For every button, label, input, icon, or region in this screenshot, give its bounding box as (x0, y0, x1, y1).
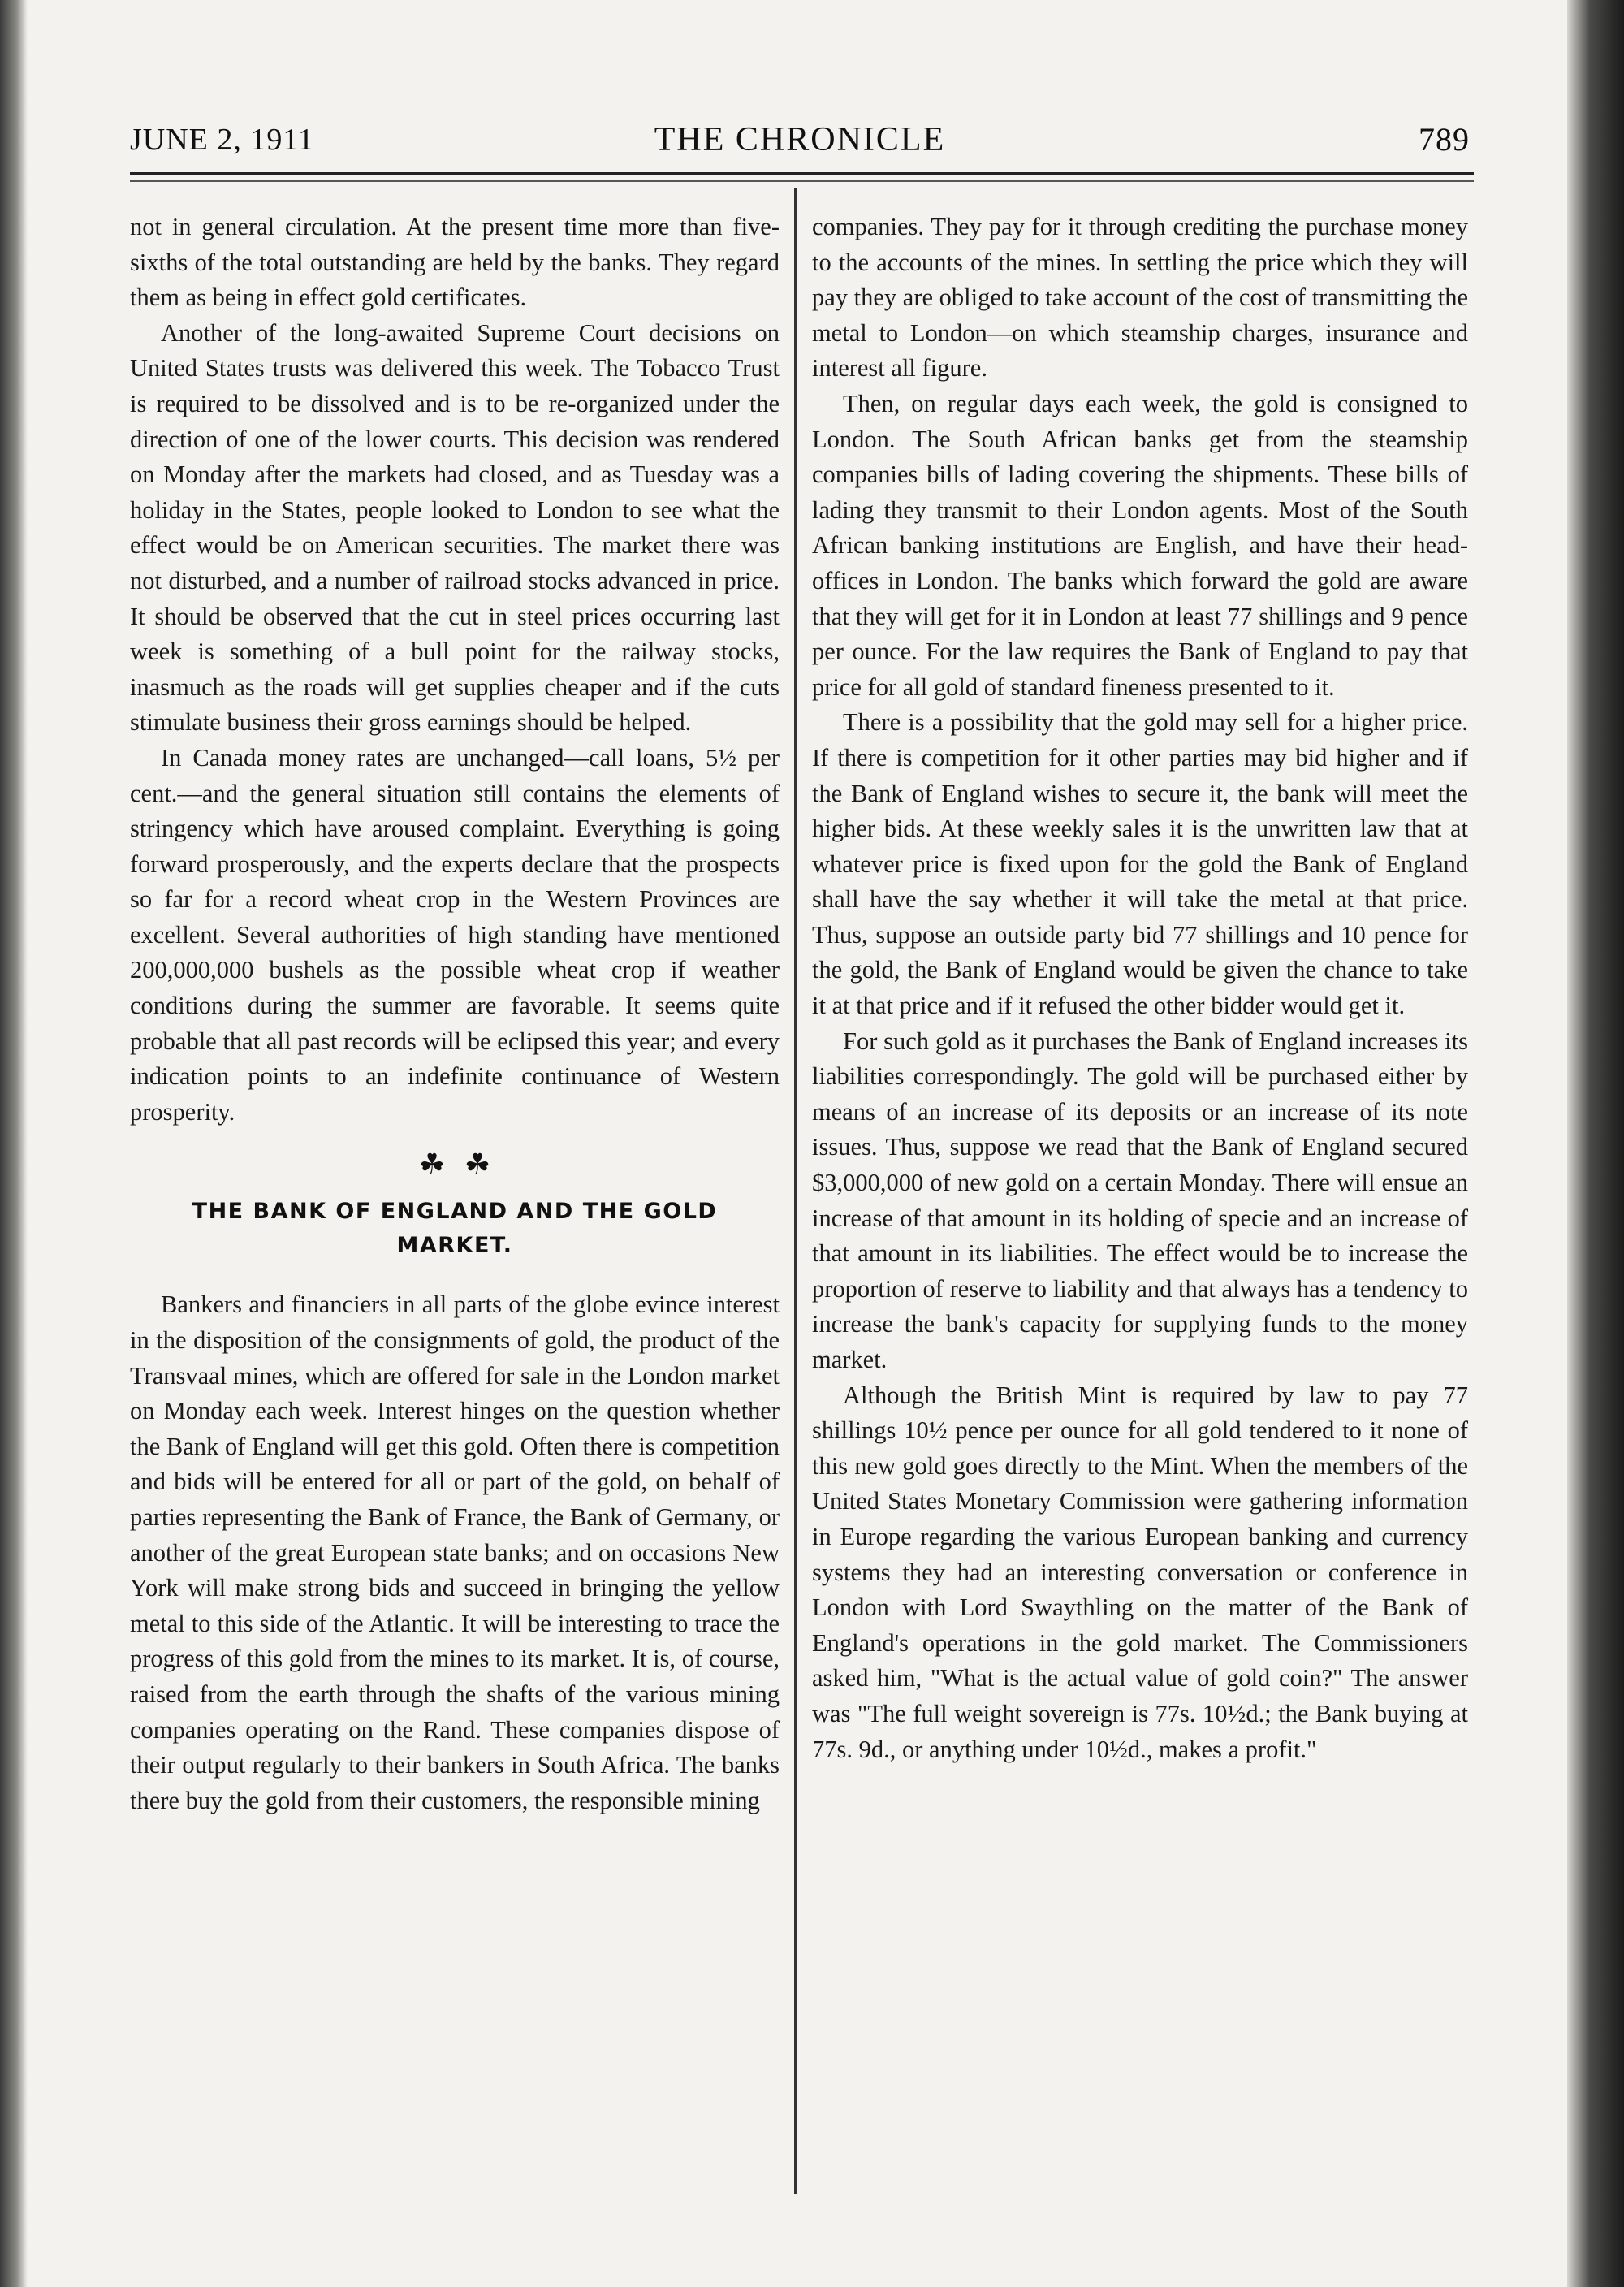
section-ornament (130, 1148, 780, 1180)
paragraph: There is a possibility that the gold may sell for a higher price. If there is competition for it other parties may bid higher and if the Bank of England wishes to secure it, the bank will meet the higher bids. At these weekly sales it is the unwritten law that at whatever price is fixed upon for the gold the Bank of England shall have the say whether it will take the metal at that price. Thus, suppose an outside party bid 77 shillings and 10 pence for the gold, the Bank of England would be given the chance to take it at that price and if it refused the other bidder would get it. (812, 708, 1468, 1020)
paragraph: Then, on regular days each week, the gold is consigned to London. The South African banks get from the steamship companies bills of lading covering the shipments. These bills of lading they transmit to their London agents. Most of the South African banking institutions are English, and have their head-offices in London. The banks which forward the gold are aware that they will get for it in London at least 77 shillings and 9 pence per ounce. For the law requires the Bank of England to pay that price for all gold of standard fineness presented to it. (812, 389, 1468, 701)
paragraph: Bankers and financiers in all parts of the globe evince interest in the disposition of the consignments of gold, the product of the Transvaal mines, which are offered for sale in the London market on Monday each week. Interest hinges on the question whether the Bank of England will get this gold. Often there is competition and bids will be entered for all or part of the gold, on behalf of parties representing the Bank of France, the Bank of Germany, or another of the great European state banks; and on occasions New York will make strong bids and succeed in bringing the yellow metal to this side of the Atlantic. It will be interesting to trace the progress of this gold from the mines to its market. It is, of course, raised from the earth through the shafts of the various mining companies operating on the Rand. These companies dispose of their output regularly to their bankers in South Africa. The banks there buy the gold from their customers, the responsible mining (130, 1290, 780, 1814)
right-column (812, 210, 1468, 1767)
paragraph: Although the British Mint is required by law to pay 77 shillings 10½ pence per ounce for all gold tendered to it none of this new gold goes directly to the Mint. When the members of the United States Monetary Commission were gathering information in Europe regarding the various European banking and currency systems they had an interesting conversation or conference in London with Lord Swaythling on the matter of the Bank of England's operations in the gold market. The Commissioners asked him, "What is the actual value of gold coin?" The answer was "The full weight sovereign is 77s. 10½d.; the Bank buying at 77s. 9d., or anything under 10½d., makes a profit." (812, 1381, 1468, 1763)
paragraph: In Canada money rates are unchanged—call loans, 5½ per cent.—and the general situation still contains the elements of stringency which have aroused complaint. Everything is going forward prosperously, and the experts declare that the prospects so far for a record wheat crop in the Western Provinces are excellent. Several authorities of high standing have mentioned 200,000,000 bushels as the possible wheat crop if weather conditions during the summer are favorable. It seems quite probable that all past records will be eclipsed this year; and every indication points to an indefinite continuance of Western prosperity. (130, 743, 780, 1126)
page-left-edge (0, 0, 28, 2287)
section-heading (130, 1195, 780, 1263)
header-rule (130, 172, 1474, 175)
section-heading-line: THE BANK OF ENGLAND AND THE GOLD (192, 1199, 718, 1225)
paragraph: For such gold as it purchases the Bank of England increases its liabilities correspondingly. The gold will be purchased either by means of an increase of its deposits or an increase of its note issues. Thus, suppose we read that the Bank of England secured $3,000,000 of new gold on a certain Monday. There will ensue an increase of that amount in its holding of specie and an increase of that amount in its liabilities. The effect would be to increase the proportion of reserve to liability and that always has a tendency to increase the bank's capacity for supplying funds to the money market. (812, 1027, 1468, 1373)
issue-date: JUNE 2, 1911 (130, 123, 314, 157)
ornament-icon: ☘ (464, 1148, 491, 1182)
paragraph: companies. They pay for it through crediting the purchase money to the accounts of the mines. In settling the price which they will pay they are obliged to take account of the cost of transmitting the metal to London—on which steamship charges, insurance and interest all figure. (812, 213, 1468, 383)
header-rule-thin (130, 180, 1474, 182)
paragraph: not in general circulation. At the present time more than five-sixths of the total outstanding are held by the banks. They regard them as being in effect gold certificates. (130, 213, 780, 312)
paragraph: Another of the long-awaited Supreme Court decisions on United States trusts was delivered this week. The Tobacco Trust is required to be dissolved and is to be re-organized under the direction of one of the lower courts. This decision was rendered on Monday after the markets had closed, and as Tuesday was a holiday in the States, people looked to London to see what the effect would be on American securities. The market there was not disturbed, and a number of railroad stocks advanced in price. It should be observed that the cut in steel prices occurring last week is something of a bull point for the railway stocks, inasmuch as the roads will get supplies cheaper and if the cuts stimulate business their gross earnings should be helped. (130, 318, 780, 737)
column-divider (794, 188, 797, 2194)
page-number: 789 (1419, 121, 1470, 158)
page-right-edge (1567, 0, 1624, 2287)
left-column (130, 210, 780, 1818)
section-heading-line: MARKET. (396, 1233, 513, 1259)
page-header (130, 115, 1470, 164)
publication-title: THE CHRONICLE (654, 121, 946, 158)
ornament-icon: ☘ (418, 1148, 446, 1182)
